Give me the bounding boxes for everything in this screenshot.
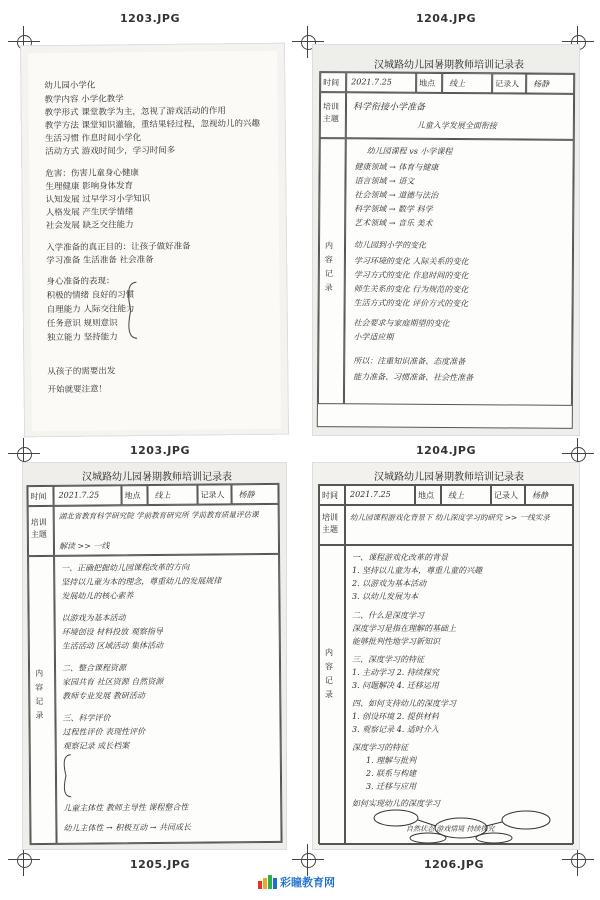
content-line: 幼儿园课程 vs 小学课程 [366,146,453,157]
content-label-cell [28,556,57,844]
recorder-label: 记录人 [495,79,520,89]
note-line: 认知发展 过早学习小学知识 [45,194,151,206]
content-label: 内容记录 [35,668,44,721]
content-line: 3. 以幼儿发展为本 [352,592,419,601]
photo-1206 [312,462,580,850]
content-line: 观察记录 成长档案 [62,741,130,751]
note-line: 教学形式 课堂教学为主，忽视了游戏活动的作用 [44,106,226,119]
recorder-value-cell [231,484,278,504]
content-line: 三、深度学习的特征 [352,655,424,664]
content-line: 艺术领域 → 音乐 美术 [354,218,433,228]
topic-label-cell [28,506,54,556]
time-label-cell [27,486,53,506]
content-line: 环境创设 材料投放 观察指导 [61,626,163,637]
content-line: 一、正确把握幼儿园课程改革的方向 [61,562,190,573]
place-label-cell [121,485,147,505]
content-value-cell [345,545,573,845]
note-line: 身心准备的表现： [46,276,115,288]
note-line: 从孩子的需要出发 [47,366,116,378]
topic-value: 幼儿园课程游戏化背景下 幼儿深度学习的研究 >> 一线实录 [350,513,550,522]
content-value-cell [344,138,574,406]
notebook-page [28,51,281,432]
content-line: 学习方式的变化 作息时间的变化 [353,270,469,281]
time-value: 2021.7.25 [351,77,392,87]
time-label: 时间 [30,491,47,502]
content-line: 1. 理解与批判 [366,756,417,765]
content-line: 社会领域 → 道德与法治 [354,190,439,200]
note-line: 危害：伤害儿童身心健康 [45,168,139,180]
recorder-value: 杨静 [238,490,255,500]
content-line: 学习环境的变化 人际关系的变化 [353,256,469,267]
place-label-cell [415,485,441,505]
note-line: 入学准备的真正目的：让孩子做好准备 [46,241,191,254]
registration-mark-icon [568,850,588,870]
content-label: 内容记录 [325,648,333,699]
registration-mark-icon [14,444,34,464]
time-value: 2021.7.25 [350,490,391,499]
content-label-cell [318,138,346,404]
content-line: 生活活动 区域活动 集体活动 [61,640,163,651]
content-value-cell [54,554,282,844]
content-line: 儿童主体性 教师主导性 课程整合性 [63,802,189,813]
watermark-text: 彩瞳教育网 [280,876,335,889]
topic-value: 湖北省教育科学研究院 学前教育研究所 学前教育质量评估课 [58,510,259,521]
time-value: 2021.7.25 [58,490,100,500]
note-line: 人格发展 产生厌学情绪 [45,207,134,219]
training-record-form [317,71,575,429]
content-line: 幼儿园到小学的变化 [354,240,427,250]
photo-1205 [22,462,287,850]
content-label: 内容记录 [324,241,334,293]
place-label: 地点 [124,491,141,501]
time-value-cell [346,72,416,92]
time-label: 时间 [323,78,340,88]
recorder-value-cell [525,485,573,505]
topic-value-2: 儿童入学发展全面衔接 [416,120,497,131]
topic-value-cell [346,92,574,140]
recorder-value: 杨静 [532,491,548,500]
recorder-value-cell [526,74,574,94]
recorder-label-cell [491,485,525,505]
registration-mark-icon [298,850,318,870]
topic-value-cell [54,504,279,556]
content-line: 二、什么是深度学习 [352,611,424,620]
content-line: 坚持以儿童为本的理念，尊重幼儿的发展规律 [61,576,222,587]
place-value-cell [147,485,197,505]
content-line: 三、科学评价 [62,713,111,723]
content-line: 科学领域 → 数学 科学 [354,204,433,214]
content-line: 如何实现幼儿的深度学习 [352,799,440,808]
content-line: 二、整合课程资源 [61,663,127,673]
place-value: 线上 [448,491,464,500]
content-line: 1. 坚持以儿童为本，尊重儿童的兴趣 [352,566,483,575]
content-line: 师生关系的变化 行为规范的变化 [353,284,469,295]
note-line: 学习准备 生活准备 社会准备 [46,255,154,267]
recorder-value: 杨静 [533,79,550,89]
note-line: 任务意识 规则意识 [46,318,118,330]
content-line: 生活方式的变化 评价方式的变化 [353,298,469,309]
recorder-label-cell [197,484,231,504]
note-line: 开始就要注意！ [47,384,108,396]
file-label: 1204.JPG [416,12,476,25]
form-title: 汉城路幼儿园暑期教师培训记录表 [82,472,232,483]
content-line: 1. 创设环境 2. 提供材料 [352,712,439,721]
time-value-cell [345,485,415,505]
recorder-label-cell [492,73,526,93]
content-line: 3. 迁移与应用 [366,782,417,791]
file-label: 1205.JPG [130,858,190,871]
photo-1203 [20,43,289,438]
content-line: 四、如何支持幼儿的深度学习 [352,699,456,708]
logo-bars-icon [258,875,277,889]
topic-label: 培训主题 [322,513,338,534]
content-line: 深度学习的特征 [352,743,408,752]
time-label: 时间 [322,491,338,500]
note-line: 教学方法 课堂知识灌输，重结果轻过程，忽视幼儿的兴趣 [44,118,261,132]
content-line: 健康领域 → 体育与健康 [354,162,439,172]
file-label: 1204.JPG [416,444,476,457]
content-line: 所以：注重知识准备、态度准备 [353,356,466,367]
content-line: 以游戏为基本活动 [61,613,126,623]
content-line: 深度学习是指在理解的基础上 [352,624,456,633]
file-label: 1203.JPG [120,12,180,25]
time-label-cell [320,72,346,92]
recorder-label: 记录人 [200,490,225,500]
content-line: 发展幼儿的核心素养 [61,591,134,601]
content-line: 3. 问题解决 4. 迁移运用 [352,681,439,690]
note-line: 自理能力 人际交往能力 [46,304,135,316]
content-line: 幼儿主体性 → 积极互动 → 共同成长 [63,822,192,833]
place-label: 地点 [419,78,436,88]
topic-label-cell [320,92,346,138]
bracket-icon [122,280,139,340]
content-line: 语言领域 → 语文 [354,176,415,186]
time-label-cell [319,485,345,505]
note-line: 生活习惯 作息时间小学化 [44,133,142,145]
place-label: 地点 [418,491,434,500]
content-line: 家园共育 社区资源 自然资源 [62,676,164,687]
form-title: 汉城路幼儿园暑期教师培训记录表 [374,60,524,71]
registration-mark-icon [14,850,34,870]
place-label-cell [416,73,442,93]
content-line: 小学适应期 [353,332,394,342]
topic-value: 科学衔接小学准备 [352,102,426,113]
topic-value-cell [345,505,573,545]
note-line: 生理健康 影响身体发育 [45,181,134,193]
recorder-label: 记录人 [494,491,518,500]
place-value: 线上 [449,79,466,89]
bracket-icon [59,753,73,799]
photo-1204 [312,44,580,436]
note-line: 社会发展 缺乏交往能力 [45,220,134,232]
training-record-form [318,484,574,844]
topic-label: 培训主题 [322,102,340,124]
note-line: 教学内容 小学化教学 [44,94,124,106]
note-line: 幼儿园小学化 [44,80,96,92]
content-line: 3. 观察记录 4. 适时介入 [352,725,439,734]
content-line: 一、课程游戏化改革的背景 [352,553,448,562]
note-line: 独立能力 坚持能力 [46,332,118,344]
topic-label-cell [319,505,345,545]
place-value-cell [441,485,491,505]
topic-label: 培训主题 [30,517,47,540]
note-line: 活动方式 游戏时间少，学习时间多 [45,145,176,158]
file-label: 1206.JPG [424,858,484,871]
content-line: 教师专业发展 教研活动 [62,691,145,701]
content-line: 1. 主动学习 2. 持续探究 [352,668,439,677]
training-record-form [26,483,282,845]
note-line: 积极的情绪 良好的习惯 [46,290,135,302]
topic-value-2: 解读 >> 一线 [58,541,110,551]
content-line: 过程性评价 表现性评价 [62,727,146,737]
content-line: 2. 联系与构建 [366,769,417,778]
content-line: 能够批判性地学习新知识 [352,637,440,646]
file-label: 1203.JPG [130,444,190,457]
registration-mark-icon [568,444,588,464]
watermark-logo [258,874,335,890]
content-line: 自然状态 游戏情境 持续探究 [406,825,495,833]
content-label-cell [319,545,345,845]
form-title: 汉城路幼儿园暑期教师培训记录表 [374,472,524,483]
time-value-cell [53,485,121,506]
content-line: 社会要求与家庭期望的变化 [353,318,450,329]
place-value-cell [442,73,492,93]
content-line: 2. 以游戏为基本活动 [352,579,427,588]
place-value: 线上 [154,490,171,500]
content-line: 能力准备、习惯准备、社会性准备 [353,372,474,383]
